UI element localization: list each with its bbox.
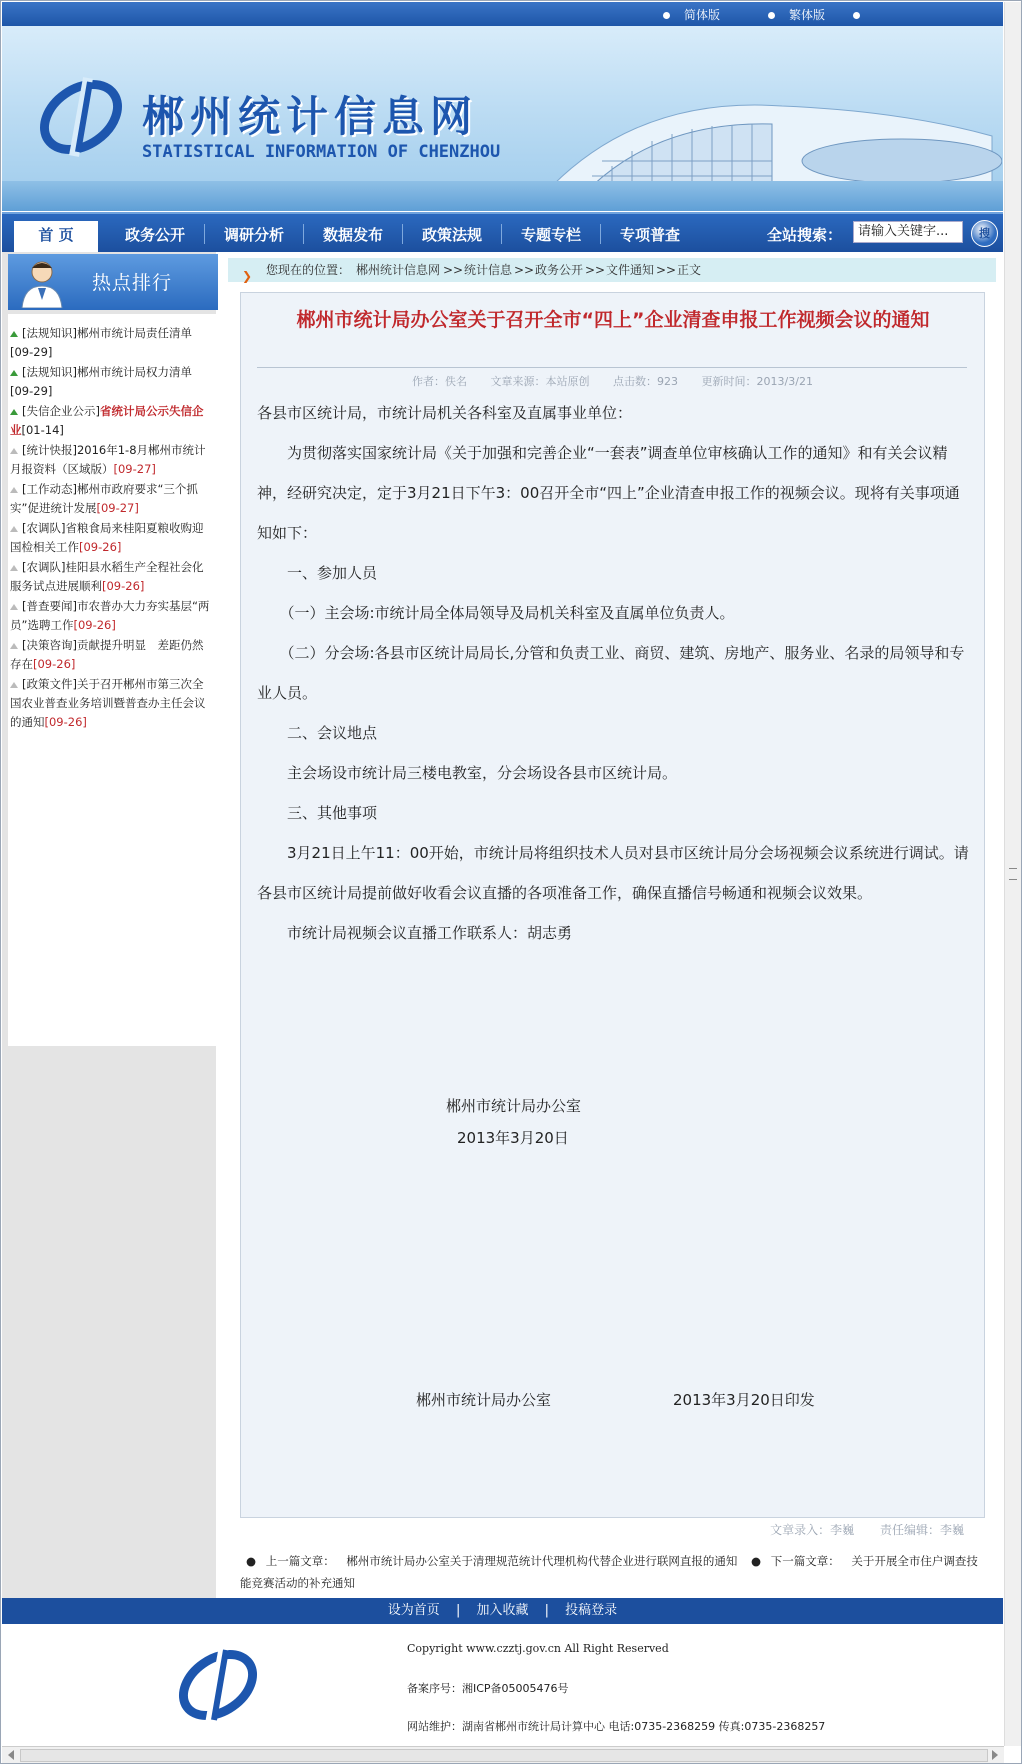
meta-updated: 更新时间：2013/3/21 xyxy=(701,375,813,388)
nav-gov-affairs[interactable]: 政务公开 xyxy=(124,226,185,244)
item-title: [法规知识]郴州市统计局权力清单 xyxy=(22,365,192,379)
item-title: [统计快报]2016年1-8月郴州市统计月报资料（区域版） xyxy=(10,443,206,476)
article-credits xyxy=(748,1521,964,1538)
editor: 责任编辑：李巍 xyxy=(879,1523,964,1537)
item-date: [09-29] xyxy=(10,384,53,398)
site-subtitle: STATISTICAL INFORMATION OF CHENZHOU xyxy=(142,142,501,162)
item-category: [失信企业公示] xyxy=(22,404,100,418)
signature-date: 2013年3月20日 xyxy=(457,1129,569,1147)
submit-login-link[interactable]: 投稿登录 xyxy=(565,1603,618,1618)
breadcrumb-sep: >> xyxy=(514,263,535,277)
arrow-up-icon xyxy=(10,604,18,610)
site-logo-icon xyxy=(36,72,126,162)
banner-ground xyxy=(2,181,1003,211)
item-date: [09-26] xyxy=(102,579,145,593)
article-meta xyxy=(241,373,984,389)
arrow-up-icon xyxy=(10,331,18,337)
list-item[interactable] xyxy=(10,363,214,401)
site-title: 郴州统计信息网 xyxy=(142,92,479,141)
footer-logo-icon xyxy=(174,1642,262,1728)
paragraph: 各县市区统计局，市统计局机关各科室及直属事业单位： xyxy=(257,404,633,422)
arrow-up-icon xyxy=(10,409,18,415)
simplified-link[interactable]: 简体版 xyxy=(663,6,720,23)
maintainer-info: 网站维护：湖南省郴州市统计局计算中心 电话:0735-2368259 传真:0735-2368257 xyxy=(407,1720,826,1733)
meta-source: 文章来源：本站原创 xyxy=(490,375,590,388)
breadcrumb-sep: >> xyxy=(656,263,677,277)
list-item[interactable] xyxy=(10,597,214,635)
scroll-right-icon[interactable] xyxy=(992,1750,998,1760)
nav-topics[interactable]: 专题专栏 xyxy=(520,226,581,244)
add-favorite-link[interactable]: 加入收藏 xyxy=(476,1603,529,1618)
breadcrumb-sep: >> xyxy=(585,263,606,277)
item-date: [01-14] xyxy=(21,423,64,437)
recorder: 文章录入：李巍 xyxy=(770,1523,855,1537)
bullet-icon xyxy=(663,12,670,19)
item-date: [09-26] xyxy=(73,618,116,632)
footer-sep: | xyxy=(455,1603,461,1618)
arrow-up-icon xyxy=(10,370,18,376)
list-item[interactable] xyxy=(10,519,214,557)
item-date: [09-26] xyxy=(44,715,87,729)
person-icon xyxy=(18,256,66,308)
paragraph: 三、其他事项 xyxy=(257,804,378,822)
list-item[interactable] xyxy=(10,675,214,732)
left-sidebar xyxy=(2,252,216,1598)
prev-next-links xyxy=(240,1550,985,1594)
nav-divider xyxy=(204,224,205,244)
arrow-up-icon xyxy=(10,526,18,532)
paragraph: 为贯彻落实国家统计局《关于加强和完善企业“一套表”调查单位审核确认工作的通知》和有关会议精神，经研究决定，定于3月21日下午3：00召开全市“四上”企业清查申报工作的视频会议。现将有关事项通知如下： xyxy=(257,444,960,542)
nav-home[interactable]: 首 页 xyxy=(14,221,98,253)
set-homepage-link[interactable]: 设为首页 xyxy=(387,1603,440,1618)
breadcrumb-stat-info[interactable]: 统计信息 xyxy=(464,263,513,277)
footer-links xyxy=(2,1598,1003,1624)
arrow-up-icon xyxy=(10,565,18,571)
prev-article-link[interactable]: 郴州市统计局办公室关于清理规范统计代理机构代替企业进行联网直报的通知 xyxy=(346,1554,738,1568)
signature-org: 郴州市统计局办公室 xyxy=(446,1097,582,1115)
paragraph: 3月21日上午11：00开始，市统计局将组织技术人员对县市区统计局分会场视频会议系统进行调试。请各县市区统计局提前做好收看会议直播的各项准备工作，确保直播信号畅通和视频会议效果。 xyxy=(257,844,969,902)
item-title: [法规知识]郴州市统计局责任清单 xyxy=(22,326,192,340)
item-date: [09-27] xyxy=(113,462,156,476)
breadcrumb-current: 正文 xyxy=(677,263,702,277)
breadcrumb-home[interactable]: 郴州统计信息网 xyxy=(356,263,441,277)
item-title: [农调队]省粮食局来桂阳夏粮收购迎国检相关工作 xyxy=(10,521,204,554)
bullet-icon xyxy=(853,12,860,19)
nav-research[interactable]: 调研分析 xyxy=(223,226,284,244)
nav-census[interactable]: 专项普查 xyxy=(619,226,680,244)
item-date: [09-29] xyxy=(10,345,53,359)
top-strip xyxy=(2,2,1003,26)
meta-author: 作者：佚名 xyxy=(412,375,468,388)
arrow-up-icon xyxy=(10,682,18,688)
breadcrumb-gov-affairs[interactable]: 政务公开 xyxy=(535,263,584,277)
paragraph: 市统计局视频会议直播工作联系人：胡志勇 xyxy=(257,924,573,942)
nav-divider xyxy=(303,224,304,244)
title-divider xyxy=(257,367,967,368)
issuer-org: 郴州市统计局办公室 xyxy=(416,1391,552,1409)
hot-ranking-header xyxy=(8,254,218,310)
list-item[interactable] xyxy=(10,636,214,674)
breadcrumb xyxy=(228,258,996,282)
arrow-up-icon xyxy=(10,487,18,493)
chevron-right-icon: ❯ xyxy=(242,269,253,283)
scroll-grip-icon xyxy=(1009,868,1017,880)
scroll-thumb[interactable] xyxy=(20,1749,988,1762)
paragraph: 二、会议地点 xyxy=(257,724,378,742)
item-title: [决策咨询]贡献提升明显 差距仍然存在 xyxy=(10,638,204,671)
breadcrumb-sep: >> xyxy=(443,263,464,277)
list-item[interactable] xyxy=(10,324,214,362)
site-footer xyxy=(2,1624,1003,1744)
paragraph: 一、参加人员 xyxy=(257,564,378,582)
nav-data-release[interactable]: 数据发布 xyxy=(322,226,383,244)
paragraph: 主会场设市统计局三楼电教室，分会场设各县市区统计局。 xyxy=(257,764,678,782)
paragraph: （二）分会场:各县市区统计局局长,分管和负责工业、商贸、建筑、房地产、服务业、名录的局领导和专业人员。 xyxy=(257,644,965,702)
breadcrumb-label: 您现在的位置： xyxy=(266,263,351,277)
item-title: [政策文件]关于召开郴州市第三次全国农业普查业务培训暨普查办主任会议的通知 xyxy=(10,677,206,729)
nav-divider xyxy=(402,224,403,244)
search-input[interactable]: 请输入关键字... xyxy=(853,221,963,243)
arrow-up-icon xyxy=(10,448,18,454)
next-label: 下一篇文章： xyxy=(770,1554,840,1568)
bullet-icon: ● xyxy=(751,1554,762,1568)
search-button[interactable]: 搜 xyxy=(971,220,998,247)
nav-policy[interactable]: 政策法规 xyxy=(421,226,482,244)
item-date: [09-27] xyxy=(96,501,139,515)
nav-divider xyxy=(501,224,502,244)
meta-hits: 点击数：923 xyxy=(613,375,679,388)
vertical-scrollbar[interactable] xyxy=(1004,2,1021,1746)
item-title: [农调队]桂阳县水稻生产全程社会化服务试点进展顺利 xyxy=(10,560,204,593)
breadcrumb-notices[interactable]: 文件通知 xyxy=(606,263,655,277)
horizontal-scrollbar[interactable] xyxy=(2,1746,1004,1763)
next-article-link[interactable]: 关于开展全市住户调查技能竞赛活动的补充通知 xyxy=(240,1554,978,1590)
arrow-up-icon xyxy=(10,643,18,649)
hot-ranking-title: 热点排行 xyxy=(92,272,173,294)
footer-sep: | xyxy=(544,1603,550,1618)
nav-divider xyxy=(600,224,601,244)
paragraph: （一）主会场:市统计局全体局领导及局机关科室及直属单位负责人。 xyxy=(257,604,735,622)
list-item[interactable] xyxy=(10,441,214,479)
bullet-icon xyxy=(768,12,775,19)
prev-label: 上一篇文章： xyxy=(265,1554,335,1568)
site-banner xyxy=(2,26,1003,211)
bullet-icon: ● xyxy=(246,1554,257,1568)
item-date: [09-26] xyxy=(33,657,76,671)
list-item[interactable] xyxy=(10,480,214,518)
list-item[interactable] xyxy=(10,402,214,440)
list-item[interactable] xyxy=(10,558,214,596)
search-label: 全站搜索： xyxy=(767,226,843,244)
item-title: 省统计局公示失信企业 xyxy=(10,404,204,437)
item-title: [工作动态]郴州市政府要求“三个抓实”促进统计发展 xyxy=(10,482,198,515)
article-panel xyxy=(240,292,985,1537)
scroll-left-icon[interactable] xyxy=(8,1750,14,1760)
issue-date: 2013年3月20日印发 xyxy=(673,1391,815,1409)
article-title: 郴州市统计局办公室关于召开全市“四上”企业清查申报工作视频会议的通知 xyxy=(296,309,930,331)
item-title: [普查要闻]市农普办大力夯实基层“两员”选聘工作 xyxy=(10,599,210,632)
article-body xyxy=(257,393,971,953)
traditional-link[interactable]: 繁体版 xyxy=(768,6,860,23)
item-date: [09-26] xyxy=(79,540,122,554)
copyright-text: Copyright www.czztj.gov.cn All Right Reserved xyxy=(407,1642,669,1655)
main-nav xyxy=(2,212,1003,252)
icp-record: 备案序号：湘ICP备05005476号 xyxy=(407,1682,569,1695)
hot-ranking-list xyxy=(8,314,218,1046)
